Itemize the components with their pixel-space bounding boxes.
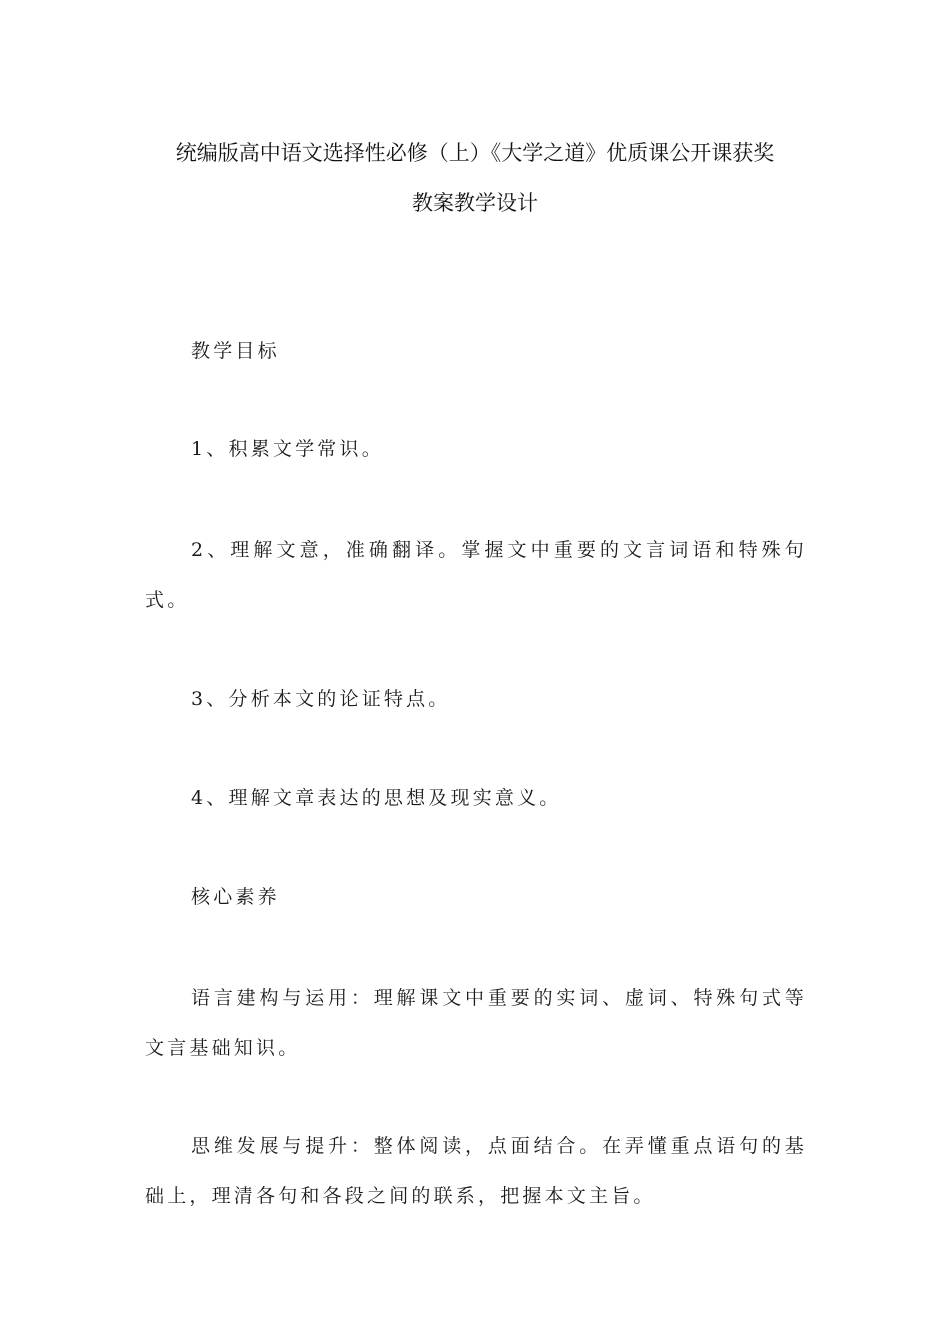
document-title-line-2: 教案教学设计 <box>412 191 538 215</box>
core-literacy-paragraph-1: 语言建构与运用：理解课文中重要的实词、虚词、特殊句式等文言基础知识。 <box>145 987 807 1059</box>
section-heading-core-literacy: 核心素养 <box>191 886 280 908</box>
objective-item-2: 2、理解文意，准确翻译。掌握文中重要的文言词语和特殊句式。 <box>145 539 807 611</box>
section-heading-teaching-objectives: 教学目标 <box>191 340 280 362</box>
objective-item-3: 3、分析本文的论证特点。 <box>191 688 451 710</box>
objective-item-1: 1、积累文学常识。 <box>191 438 384 460</box>
core-literacy-paragraph-2: 思维发展与提升：整体阅读，点面结合。在弄懂重点语句的基础上，理清各句和各段之间的联系，把握本文主旨。 <box>145 1135 807 1207</box>
document-title-line-1: 统编版高中语文选择性必修（上）《大学之道》优质课公开课获奖 <box>175 141 775 165</box>
objective-item-4: 4、理解文章表达的思想及现实意义。 <box>191 787 562 809</box>
